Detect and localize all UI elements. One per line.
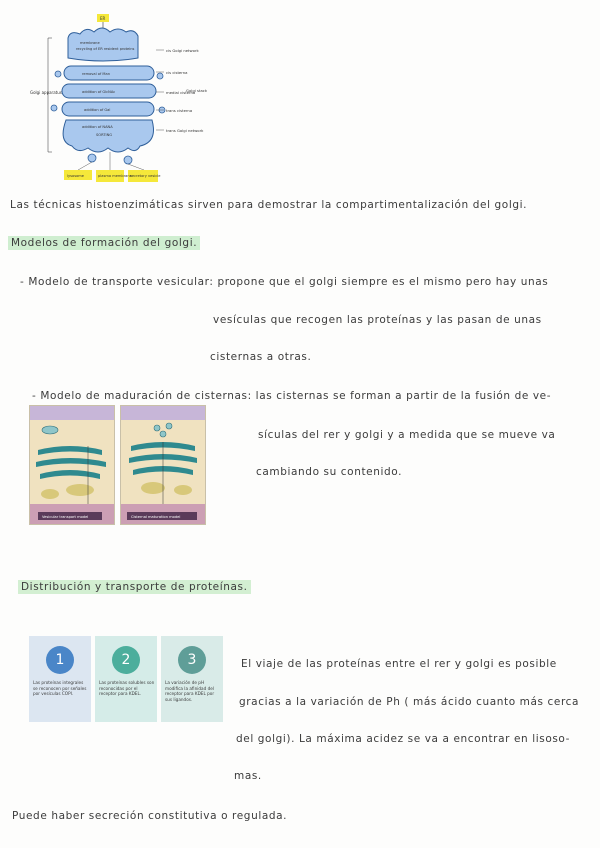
para-line-3: del golgi). La máxima acidez se va a encontrar en lisoso- (236, 733, 571, 745)
cisternal-model-caption: Cisternal maturation model (131, 515, 181, 519)
bullet-maturation-3: cambiando su contenido. (256, 466, 403, 478)
golgi-right-label-2: Golgi stack (186, 88, 208, 93)
vesicular-model-caption: Vesicular transport model (42, 515, 89, 519)
golgi-top-label: ER (100, 16, 106, 21)
golgi-inner-label-6: SORTING (96, 133, 113, 137)
bullet-vesicular-3: cisternas a otras. (210, 351, 312, 363)
golgi-right-label-0: cis Golgi network (166, 48, 199, 53)
golgi-inner-label-1: recycling of ER resident proteins (76, 47, 135, 51)
golgi-bottom-label-2: secretory vesicle (130, 174, 161, 178)
heading-protein-transport (18, 581, 251, 593)
bullet-maturation-1: - Modelo de maduración de cisternas: las cisternas se forman a partir de la fusión de ve- (32, 390, 552, 402)
golgi-right-label-1: cis cisterna (166, 70, 188, 75)
card-1 (29, 636, 91, 722)
card-1-text: Las proteínas integrales se reconocen por señales por vesículas COPI. (33, 680, 87, 696)
vesicular-model-figure (29, 405, 115, 525)
para-line-1: El viaje de las proteínas entre el rer y golgi es posible (241, 658, 557, 670)
intro-line: Las técnicas histoenzimáticas sirven para demostrar la compartimentalización del golgi. (10, 199, 528, 211)
bullet-vesicular-2: vesículas que recogen las proteínas y las pasan de unas (213, 314, 542, 326)
para-line-4: mas. (234, 770, 262, 782)
card-3-text: La variación de pH modifica la afinidad del receptor para KDEL por sus ligandos. (165, 680, 215, 702)
card-3-badge: 3 (178, 646, 206, 674)
heading-golgi-models-text: Modelos de formación del golgi. (8, 236, 200, 250)
bullet-vesicular-1: - Modelo de transporte vesicular: propone que el golgi siempre es el mismo pero hay unas (20, 276, 549, 288)
cisternal-model-figure (120, 405, 206, 525)
para-line-2: gracias a la variación de Ph ( más ácido cuanto más cerca (239, 696, 580, 708)
golgi-bottom-label-1: plasma membrane (98, 174, 132, 178)
card-1-badge: 1 (46, 646, 74, 674)
golgi-right-label-3: medial cisterna (166, 90, 196, 95)
card-2-text: Las proteínas solubles son reconocidas por el receptor para KDEL. (99, 680, 155, 696)
golgi-inner-label-5: addition of NANA (82, 125, 113, 129)
heading-protein-transport-text: Distribución y transporte de proteínas. (18, 580, 251, 594)
final-line: Puede haber secreción constitutiva o regulada. (12, 810, 288, 822)
golgi-bottom-label-0: lysosome (67, 174, 84, 178)
golgi-inner-label-0: membrane (80, 41, 100, 45)
card-2 (95, 636, 157, 722)
golgi-inner-label-4: addition of Gal (84, 108, 111, 112)
golgi-right-label-5: trans Golgi network (166, 128, 204, 133)
heading-golgi-models (8, 237, 200, 249)
golgi-inner-label-3: addition of GlcNAc (82, 90, 116, 94)
golgi-right-label-4: trans cisterna (166, 108, 193, 113)
golgi-left-label: Golgi apparatus (30, 90, 62, 95)
golgi-diagram (28, 12, 216, 186)
golgi-inner-label-2: removal of Man (82, 72, 110, 76)
card-2-badge: 2 (112, 646, 140, 674)
bullet-maturation-2: sículas del rer y golgi y a medida que se mueve va (258, 429, 556, 441)
card-3 (161, 636, 223, 722)
